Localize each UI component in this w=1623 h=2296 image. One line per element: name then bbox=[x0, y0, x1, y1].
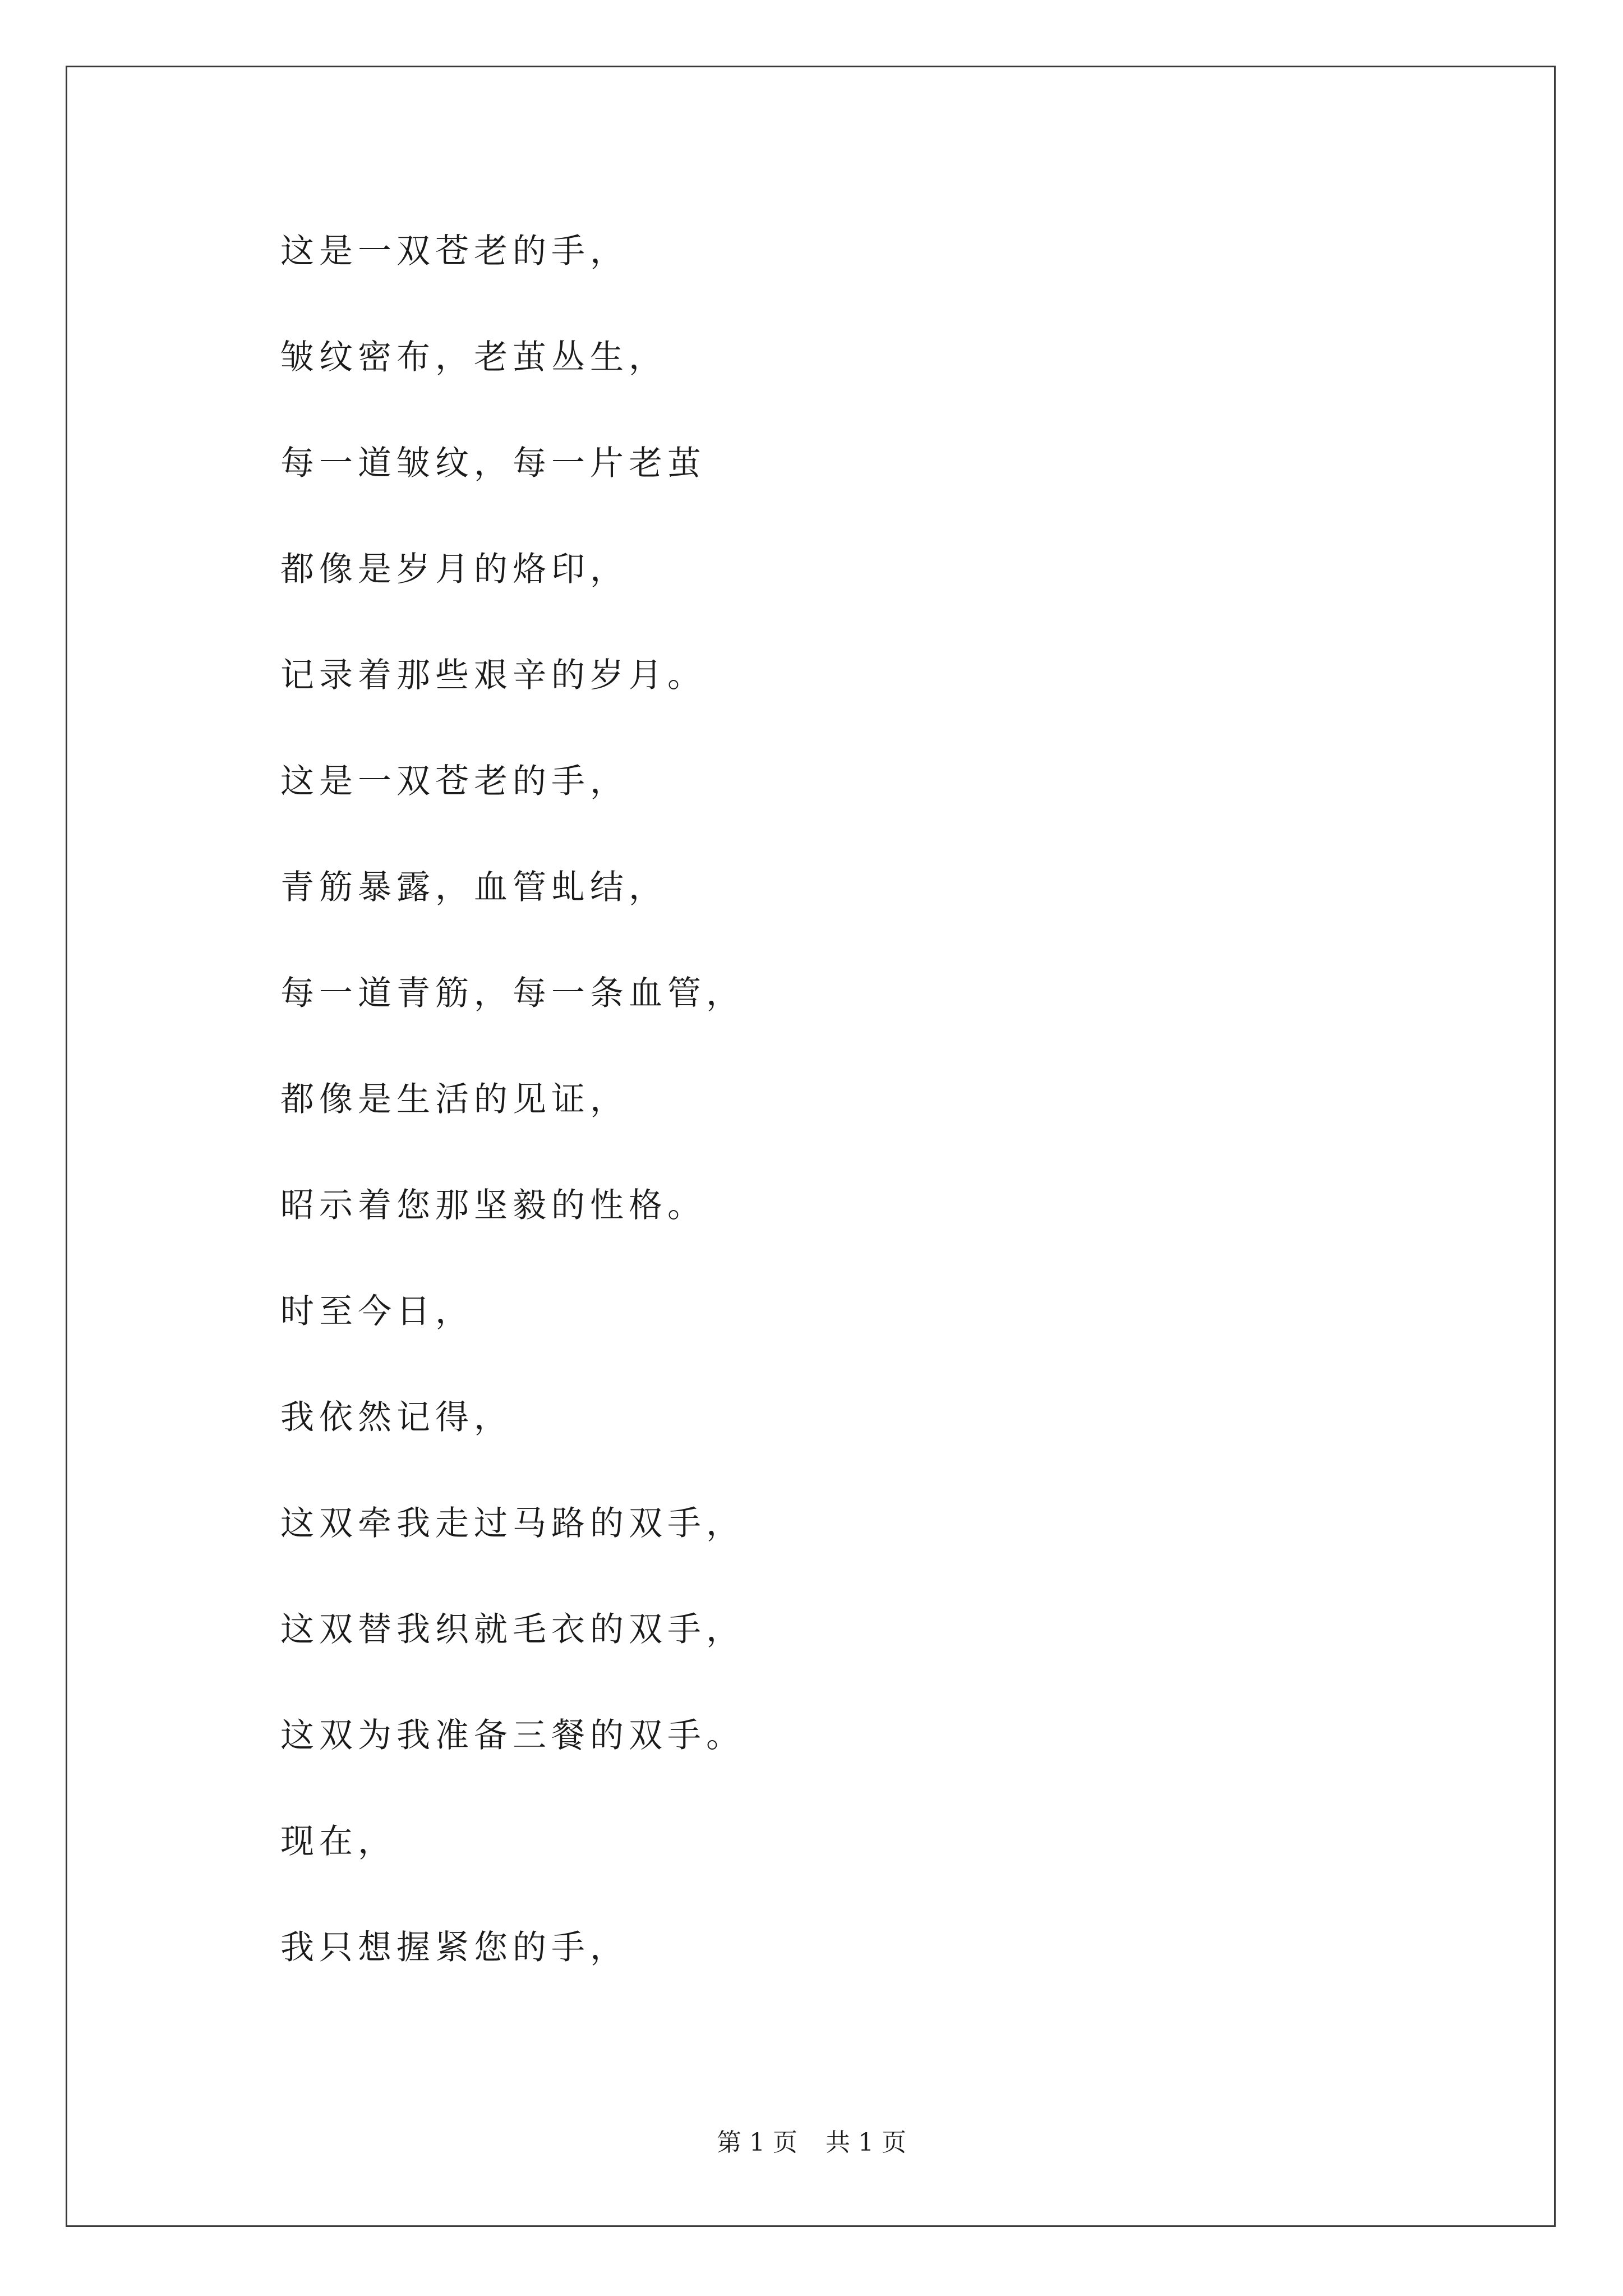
poem-line: 每一道青筋，每一条血管， bbox=[280, 974, 745, 1013]
poem-line: 每一道皱纹，每一片老茧 bbox=[280, 444, 706, 483]
poem-line: 这双牵我走过马路的双手， bbox=[280, 1504, 745, 1543]
poem-line: 这双替我织就毛衣的双手， bbox=[280, 1610, 745, 1649]
poem-line: 昭示着您那坚毅的性格。 bbox=[280, 1186, 706, 1225]
poem-line: 青筋暴露，血管虬结， bbox=[280, 868, 667, 907]
poem-line: 这是一双苍老的手， bbox=[280, 762, 629, 801]
page-footer bbox=[0, 2126, 1623, 2160]
current-page-label: 第 1 页 bbox=[717, 2128, 797, 2157]
total-pages-label: 共 1 页 bbox=[826, 2128, 906, 2157]
poem-line: 这是一双苍老的手， bbox=[280, 232, 629, 271]
poem-line: 现在， bbox=[280, 1822, 396, 1861]
poem-line: 记录着那些艰辛的岁月。 bbox=[280, 656, 706, 695]
poem-line: 都像是岁月的烙印， bbox=[280, 550, 629, 589]
poem-body bbox=[280, 199, 1458, 2001]
poem-line: 我只想握紧您的手， bbox=[280, 1928, 629, 1967]
poem-line: 都像是生活的见证， bbox=[280, 1080, 629, 1119]
poem-line: 时至今日， bbox=[280, 1292, 474, 1331]
poem-line: 我依然记得， bbox=[280, 1398, 513, 1437]
poem-line: 皱纹密布，老茧丛生， bbox=[280, 338, 667, 377]
poem-line: 这双为我准备三餐的双手。 bbox=[280, 1716, 745, 1755]
